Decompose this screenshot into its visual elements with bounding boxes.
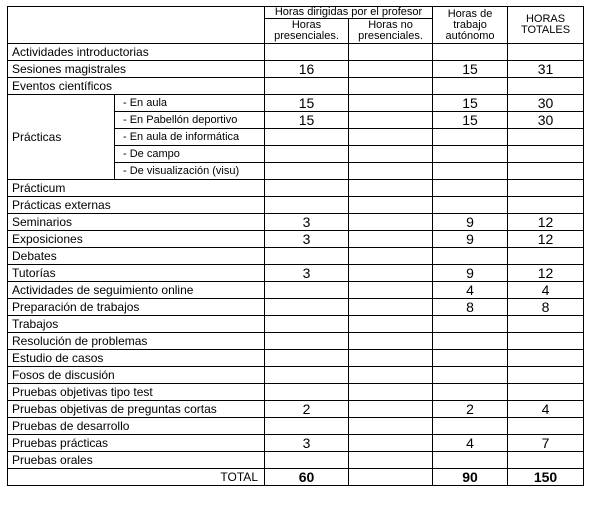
autonomous-hours-cell: 2 [433, 401, 508, 418]
presential-hours-cell [265, 333, 349, 350]
non-presential-hours-cell [349, 452, 433, 469]
total-hours-cell: 31 [508, 61, 584, 78]
non-presential-hours-cell [349, 418, 433, 435]
activity-label: Pruebas prácticas [8, 435, 265, 452]
activity-label: Pruebas objetivas de preguntas cortas [8, 401, 265, 418]
table-row [8, 197, 584, 214]
presential-hours-cell [265, 78, 349, 95]
autonomous-hours-cell [433, 418, 508, 435]
total-hours-cell: 30 [508, 95, 584, 112]
total-hours-cell [508, 418, 584, 435]
total-hours-cell [508, 78, 584, 95]
activity-label: Exposiciones [8, 231, 265, 248]
autonomous-hours-cell [433, 44, 508, 61]
table-row [8, 384, 584, 401]
table-row [8, 418, 584, 435]
total-hours-cell [508, 333, 584, 350]
total-hours-cell: 8 [508, 299, 584, 316]
autonomous-hours-cell [433, 350, 508, 367]
total-label: TOTAL [8, 469, 265, 486]
autonomous-hours-cell [433, 197, 508, 214]
presential-hours-cell [265, 44, 349, 61]
non-presential-hours-cell [349, 214, 433, 231]
autonomous-hours-cell [433, 367, 508, 384]
autonomous-hours-cell: 4 [433, 435, 508, 452]
autonomous-hours-cell [433, 129, 508, 146]
table-row [8, 401, 584, 418]
presential-hours-cell: 2 [265, 401, 349, 418]
presential-hours-cell: 3 [265, 265, 349, 282]
presential-hours-cell [265, 282, 349, 299]
totals-row [8, 469, 584, 486]
table-row [8, 333, 584, 350]
table-row [8, 180, 584, 197]
non-presential-hours-cell [349, 180, 433, 197]
presential-hours-cell [265, 248, 349, 265]
non-presential-hours-cell [349, 61, 433, 78]
autonomous-hours-cell: 9 [433, 265, 508, 282]
presential-hours-cell [265, 299, 349, 316]
autonomous-hours-cell [433, 452, 508, 469]
presential-hours-cell [265, 180, 349, 197]
total-hours-cell [508, 163, 584, 180]
autonomous-hours-cell: 8 [433, 299, 508, 316]
table-row [8, 367, 584, 384]
header-empty-cell [8, 7, 265, 44]
total-hours-cell [508, 197, 584, 214]
table-row [8, 452, 584, 469]
activity-label: Actividades de seguimiento online [8, 282, 265, 299]
activity-label: Trabajos [8, 316, 265, 333]
presential-hours-cell [265, 197, 349, 214]
activity-label: Tutorías [8, 265, 265, 282]
autonomous-hours-cell: 15 [433, 95, 508, 112]
non-presential-hours-cell [349, 384, 433, 401]
autonomous-hours-cell [433, 316, 508, 333]
activity-label: Prácticum [8, 180, 265, 197]
presential-hours-cell [265, 367, 349, 384]
non-presential-hours-cell [349, 316, 433, 333]
total-hours-cell [508, 44, 584, 61]
total-hours-cell: 4 [508, 282, 584, 299]
practicas-sublabel: - En aula [115, 95, 265, 112]
presential-hours-cell: 15 [265, 95, 349, 112]
autonomous-hours-cell [433, 78, 508, 95]
autonomous-hours-cell: 9 [433, 231, 508, 248]
total-hours-cell: 30 [508, 112, 584, 129]
presential-hours-cell: 3 [265, 231, 349, 248]
autonomous-hours-cell [433, 163, 508, 180]
practicas-sublabel: - De visualización (visu) [115, 163, 265, 180]
practicas-sublabel: - De campo [115, 146, 265, 163]
total-presential-cell: 60 [265, 469, 349, 486]
total-hours-cell: 12 [508, 265, 584, 282]
presential-hours-cell [265, 129, 349, 146]
header-autonomous-hours: Horas de trabajo autónomo [433, 7, 508, 44]
activity-label: Debates [8, 248, 265, 265]
hours-table [7, 6, 584, 486]
total-hours-cell [508, 350, 584, 367]
table-row [8, 61, 584, 78]
presential-hours-cell [265, 163, 349, 180]
activity-label: Pruebas de desarrollo [8, 418, 265, 435]
header-directed-hours: Horas dirigidas por el profesor [265, 7, 433, 19]
total-hours-cell [508, 248, 584, 265]
non-presential-hours-cell [349, 265, 433, 282]
table-row [8, 248, 584, 265]
total-hours-cell [508, 384, 584, 401]
activity-label: Eventos científicos [8, 78, 265, 95]
non-presential-hours-cell [349, 163, 433, 180]
activity-label: Pruebas orales [8, 452, 265, 469]
non-presential-hours-cell [349, 333, 433, 350]
total-hours-cell: 12 [508, 231, 584, 248]
table-row [8, 214, 584, 231]
presential-hours-cell [265, 316, 349, 333]
presential-hours-cell [265, 146, 349, 163]
total-total-cell: 150 [508, 469, 584, 486]
autonomous-hours-cell [433, 333, 508, 350]
autonomous-hours-cell: 4 [433, 282, 508, 299]
activity-label: Fosos de discusión [8, 367, 265, 384]
table-row [8, 78, 584, 95]
total-hours-cell: 12 [508, 214, 584, 231]
non-presential-hours-cell [349, 367, 433, 384]
practicas-sublabel: - En Pabellón deportivo [115, 112, 265, 129]
table-row [8, 350, 584, 367]
total-hours-cell [508, 146, 584, 163]
table-row [8, 282, 584, 299]
presential-hours-cell [265, 350, 349, 367]
non-presential-hours-cell [349, 197, 433, 214]
table-row [8, 299, 584, 316]
table-row [8, 44, 584, 61]
header-row-1 [8, 7, 584, 19]
non-presential-hours-cell [349, 78, 433, 95]
autonomous-hours-cell: 9 [433, 214, 508, 231]
table-row [8, 316, 584, 333]
activity-label: Estudio de casos [8, 350, 265, 367]
autonomous-hours-cell [433, 384, 508, 401]
total-hours-cell [508, 367, 584, 384]
table-row [8, 265, 584, 282]
practicas-label: Prácticas [8, 95, 115, 180]
presential-hours-cell [265, 452, 349, 469]
non-presential-hours-cell [349, 44, 433, 61]
presential-hours-cell [265, 384, 349, 401]
presential-hours-cell: 3 [265, 214, 349, 231]
total-hours-cell [508, 129, 584, 146]
header-total-hours: HORAS TOTALES [508, 7, 584, 44]
total-hours-cell: 4 [508, 401, 584, 418]
non-presential-hours-cell [349, 299, 433, 316]
total-autonomous-cell: 90 [433, 469, 508, 486]
total-non-presential-cell [349, 469, 433, 486]
autonomous-hours-cell [433, 146, 508, 163]
autonomous-hours-cell: 15 [433, 112, 508, 129]
total-hours-cell [508, 180, 584, 197]
header-presential-hours: Horas presenciales. [265, 19, 349, 44]
header-non-presential-hours: Horas no presenciales. [349, 19, 433, 44]
activity-label: Actividades introductorias [8, 44, 265, 61]
presential-hours-cell: 3 [265, 435, 349, 452]
non-presential-hours-cell [349, 231, 433, 248]
non-presential-hours-cell [349, 435, 433, 452]
presential-hours-cell [265, 418, 349, 435]
non-presential-hours-cell [349, 95, 433, 112]
total-hours-cell: 7 [508, 435, 584, 452]
table-row [8, 231, 584, 248]
presential-hours-cell: 15 [265, 112, 349, 129]
total-hours-cell [508, 316, 584, 333]
autonomous-hours-cell [433, 180, 508, 197]
activity-label: Prácticas externas [8, 197, 265, 214]
non-presential-hours-cell [349, 350, 433, 367]
activity-label: Sesiones magistrales [8, 61, 265, 78]
activity-label: Preparación de trabajos [8, 299, 265, 316]
autonomous-hours-cell [433, 248, 508, 265]
non-presential-hours-cell [349, 248, 433, 265]
non-presential-hours-cell [349, 146, 433, 163]
activity-label: Pruebas objetivas tipo test [8, 384, 265, 401]
table-row [8, 435, 584, 452]
autonomous-hours-cell: 15 [433, 61, 508, 78]
total-hours-cell [508, 452, 584, 469]
practicas-sublabel: - En aula de informática [115, 129, 265, 146]
non-presential-hours-cell [349, 129, 433, 146]
activity-label: Resolución de problemas [8, 333, 265, 350]
table-row [8, 95, 584, 112]
non-presential-hours-cell [349, 282, 433, 299]
non-presential-hours-cell [349, 401, 433, 418]
presential-hours-cell: 16 [265, 61, 349, 78]
activity-label: Seminarios [8, 214, 265, 231]
non-presential-hours-cell [349, 112, 433, 129]
